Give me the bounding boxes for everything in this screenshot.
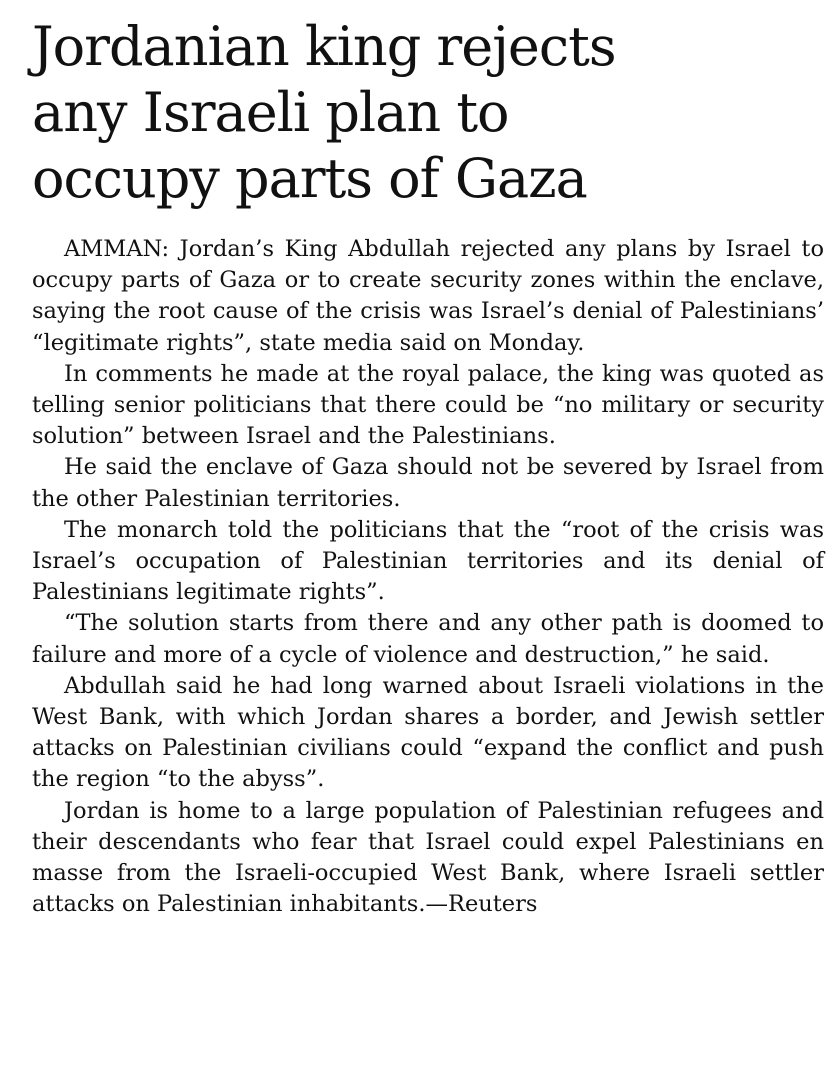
paragraph: He said the enclave of Gaza should not be severed by Israel from the other Palestinian territories. <box>32 454 824 512</box>
headline: Jordanian king rejects any Israeli plan to occupy parts of Gaza <box>32 15 616 210</box>
article-body <box>32 234 824 920</box>
paragraph: Abdullah said he had long warned about Israeli violations in the West Bank, with which Jordan shares a border, and Jewish settler attacks on Palestinian civilians could “expand the conflict and push the region “to the abyss”. <box>32 672 824 793</box>
news-article <box>32 14 824 920</box>
paragraph: In comments he made at the royal palace, the king was quoted as telling senior politicians that there could be “no military or security solution” between Israel and the Palestinians. <box>32 360 824 450</box>
paragraph-closing: Jordan is home to a large population of Palestinian refugees and their descendants who fear that Israel could expel Palestinians en masse from the Israeli-occupied West Bank, where Israeli settler attacks on Palestinian inhabitants.—Reuters <box>32 797 824 918</box>
paragraph-dateline: AMMAN: Jordan’s King Abdullah rejected any plans by Israel to occupy parts of Gaza or to create security zones within the enclave, saying the root cause of the crisis was Israel’s denial of Palestinians’ “legitimate rights”, state media said on Monday. <box>32 236 824 356</box>
paragraph: “The solution starts from there and any other path is doomed to failure and more of a cycle of violence and destruction,” he said. <box>32 610 824 668</box>
paragraph: The monarch told the politicians that the “root of the crisis was Israel’s occupation of Palestinian territories and its denial of Palestinians legitimate rights”. <box>32 516 824 606</box>
